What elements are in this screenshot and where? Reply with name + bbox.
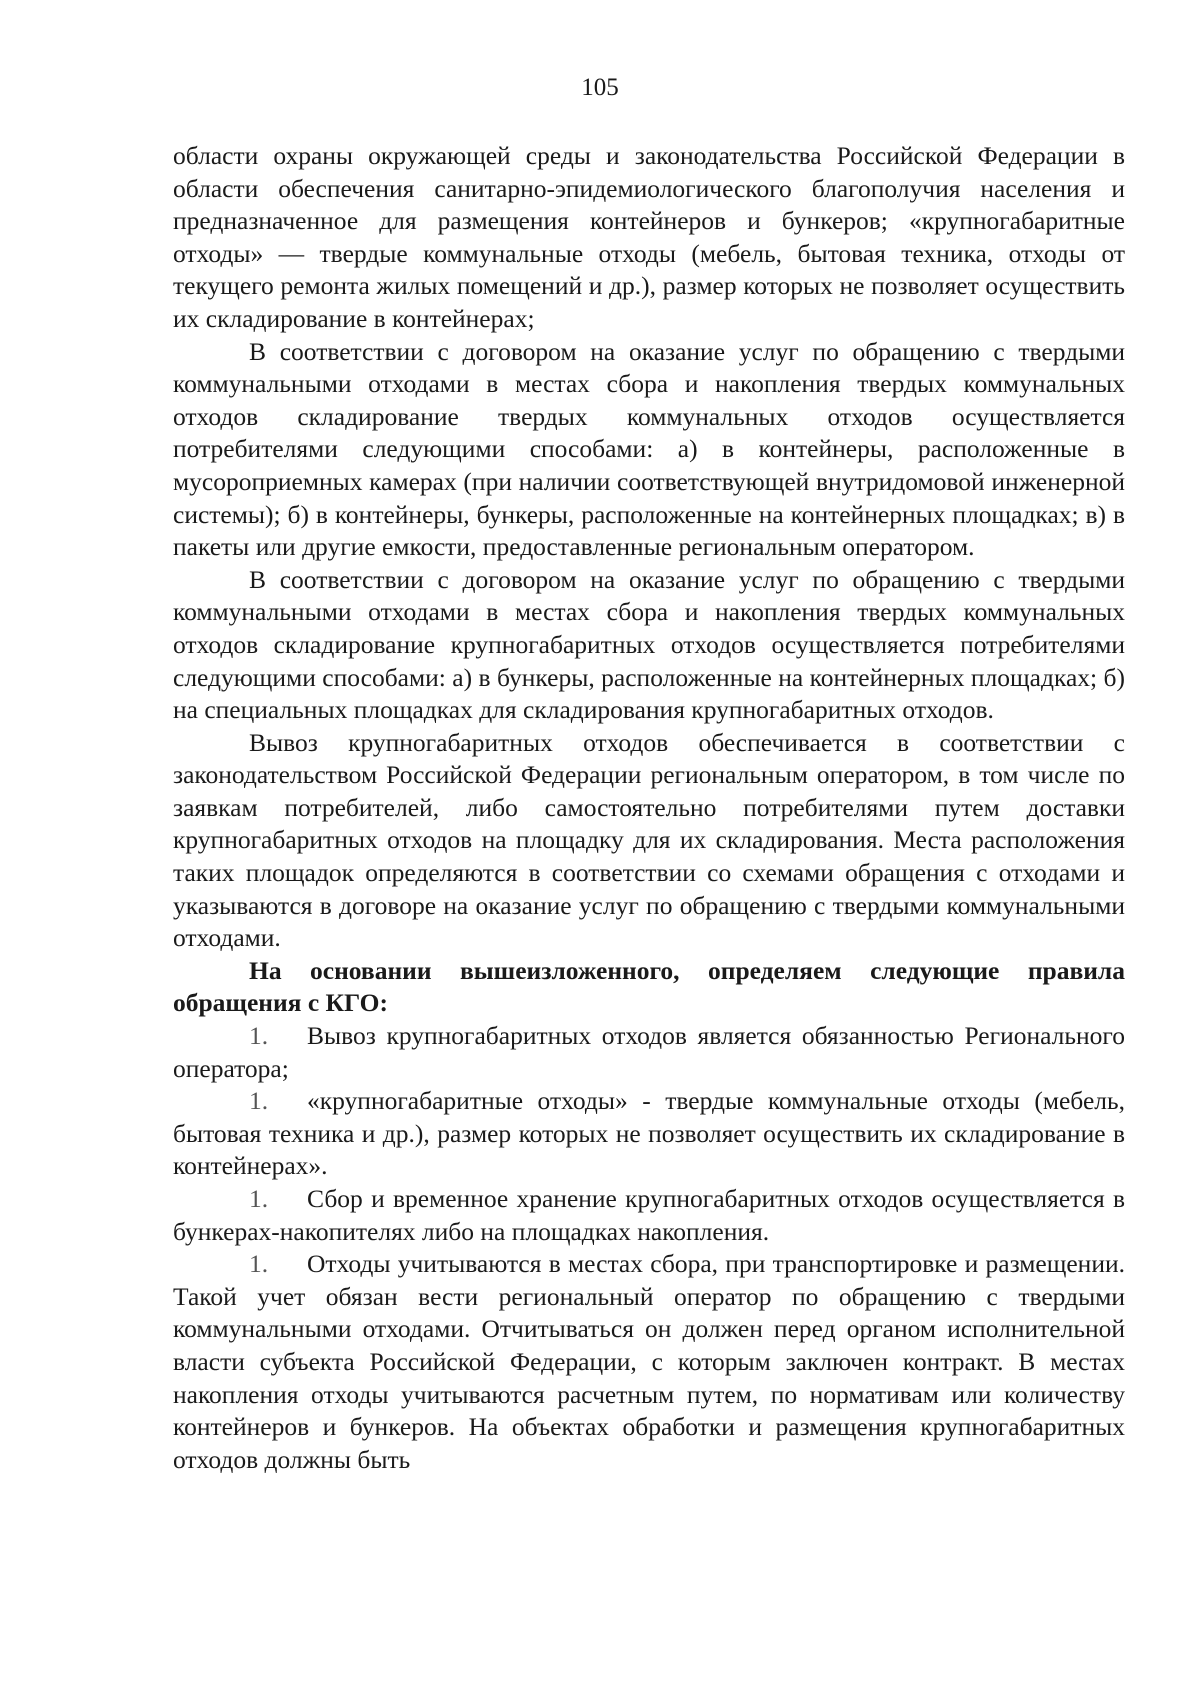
page-number: 105	[581, 74, 619, 101]
list-item	[173, 1248, 1125, 1476]
paragraph-continuation: области охраны окружающей среды и законодательства Российской Федерации в области обеспечения санитарно-эпидемиологического благополучия населения и предназначенное для размещения контейнеров и бункеров; «крупногабаритные отходы» — твердые коммунальные отходы (мебель, бытовая техника, отходы от текущего ремонта жилых помещений и др.), размер которых не позволяет осуществить их складирование в контейнерах;	[173, 141, 1125, 333]
list-item-text: «крупногабаритные отходы» - твердые коммунальные отходы (мебель, бытовая техника и др.), размер которых не позволяет осуществить их складирование в контейнерах».	[173, 1086, 1125, 1181]
section-heading: На основании вышеизложенного, определяем следующие правила обращения с КГО:	[173, 955, 1125, 1018]
document-body	[173, 140, 1125, 1476]
paragraph: Вывоз крупногабаритных отходов обеспечивается в соответствии с законодательством Российской Федерации региональным оператором, в том числе по заявкам потребителей, либо самостоятельно потребителями путем доставки крупногабаритных отходов на площадку для их складирования. Места расположения таких площадок определяются в соответствии со схемами обращения с отходами и указываются в договоре на оказание услуг по обращению с твердыми коммунальными отходами.	[173, 727, 1125, 953]
list-marker: 1.	[249, 1184, 269, 1213]
list-marker: 1.	[249, 1021, 269, 1051]
list-item	[173, 1085, 1125, 1183]
list-item-text: Отходы учитываются в местах сбора, при транспортировке и размещении. Такой учет обязан вести региональный оператор по обращению с твердыми коммунальными отходами. Отчитываться он должен перед органом исполнительной власти субъекта Российской Федерации, с которым заключен контракт. В местах накопления отходы учитываются расчетным путем, по нормативам или количеству контейнеров и бункеров. На объектах обработки и размещения крупногабаритных отходов должны быть	[173, 1249, 1125, 1474]
list-marker: 1.	[249, 1086, 269, 1116]
paragraph: В соответствии с договором на оказание услуг по обращению с твердыми коммунальными отходами в местах сбора и накопления твердых коммунальных отходов складирование твердых коммунальных отходов осуществляется потребителями следующими способами: а) в контейнеры, расположенные в мусороприемных камерах (при наличии соответствующей внутридомовой инженерной системы); б) в контейнеры, бункеры, расположенные на контейнерных площадках; в) в пакеты или другие емкости, предоставленные региональным оператором.	[173, 336, 1125, 562]
list-marker: 1.	[249, 1249, 269, 1279]
list-item	[173, 1020, 1125, 1085]
list-item-text: Вывоз крупногабаритных отходов является обязанностью Регионального оператора;	[173, 1021, 1125, 1083]
paragraph: В соответствии с договором на оказание услуг по обращению с твердыми коммунальными отходами в местах сбора и накопления твердых коммунальных отходов складирование крупногабаритных отходов осуществляется потребителями следующими способами: а) в бункеры, расположенные на контейнерных площадках; б) на специальных площадках для складирования крупногабаритных отходов.	[173, 564, 1125, 725]
list-item	[173, 1183, 1125, 1248]
list-item-text: Сбор и временное хранение крупногабаритных отходов осуществляется в бункерах-накопителях либо на площадках накопления.	[173, 1184, 1125, 1246]
